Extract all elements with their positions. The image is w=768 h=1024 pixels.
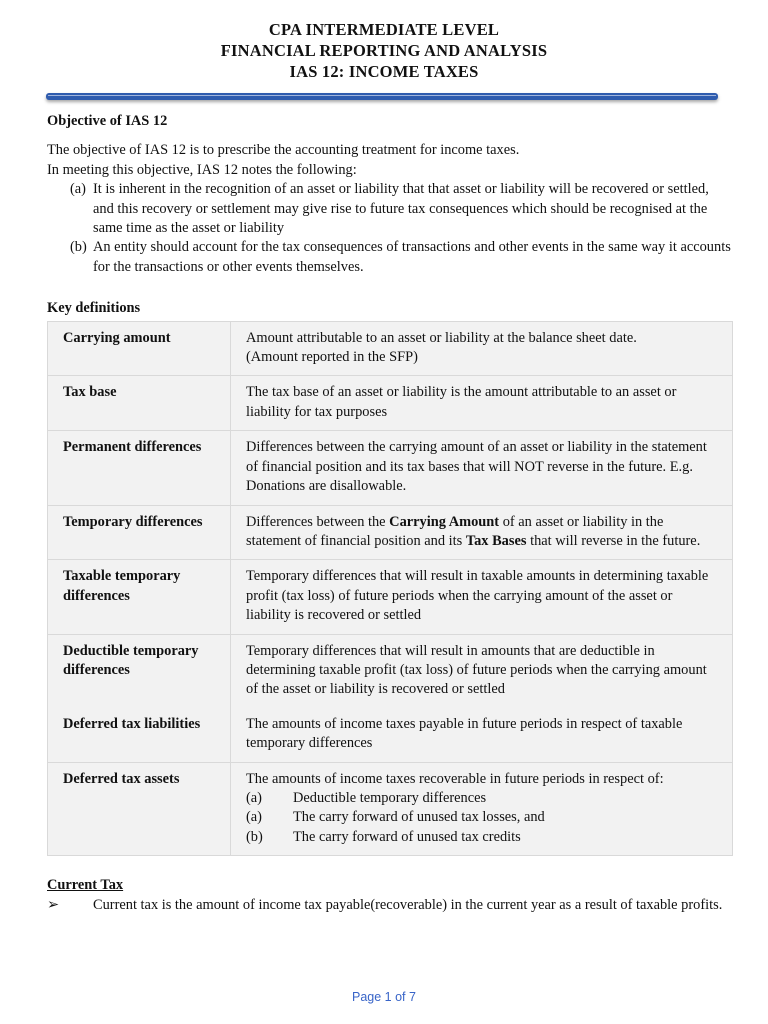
- term-cell: Temporary differences: [48, 505, 231, 560]
- definition-cell: The amounts of income taxes payable in future periods in respect of taxable temporary differences: [231, 708, 733, 762]
- objective-intro: The objective of IAS 12 is to prescribe the accounting treatment for income taxes.: [47, 142, 520, 159]
- header-divider: [46, 93, 718, 100]
- definition-cell: [231, 762, 733, 856]
- definition-text: that will reverse in the future.: [526, 532, 701, 549]
- list-marker: (b): [70, 239, 87, 256]
- current-tax-heading: Current Tax: [47, 877, 124, 894]
- table-row: [48, 762, 733, 856]
- definition-cell: [231, 321, 733, 376]
- bullet-item: [47, 896, 733, 915]
- list-text: An entity should account for the tax consequences of transactions and other events in the same way it accounts for the transactions or other events themselves.: [93, 239, 731, 275]
- sub-list-marker: (a): [246, 789, 262, 806]
- term-cell: Permanent differences: [48, 431, 231, 505]
- sub-list-marker: (b): [246, 828, 263, 845]
- definition-line: (Amount reported in the SFP): [246, 349, 418, 366]
- table-row: [48, 560, 733, 634]
- term-cell: Carrying amount: [48, 321, 231, 376]
- header-topic: IAS 12: INCOME TAXES: [289, 62, 479, 81]
- definition-cell: Temporary differences that will result in amounts that are deductible in determining taxable profit (tax loss) of future periods when the carrying amount of the asset or liability is recovered or settled: [231, 634, 733, 708]
- objective-lead: In meeting this objective, IAS 12 notes the following:: [47, 161, 357, 178]
- term-cell: Deferred tax assets: [48, 762, 231, 856]
- definition-line: Amount attributable to an asset or liability at the balance sheet date.: [246, 329, 637, 346]
- page-number: Page 1 of 7: [352, 990, 416, 1004]
- term-cell: Deferred tax liabilities: [48, 708, 231, 762]
- term-cell: Deductible temporary differences: [48, 634, 231, 708]
- definition-text: of an asset or liability in the statement of financial position and its: [246, 513, 664, 549]
- document-header: [0, 19, 768, 82]
- header-subject: FINANCIAL REPORTING AND ANALYSIS: [220, 41, 548, 60]
- definition-emphasis: Carrying Amount: [389, 513, 500, 530]
- definition-text: Differences between the: [246, 513, 390, 530]
- bullet-text: Current tax is the amount of income tax payable(recoverable) in the current year as a result of taxable profits.: [93, 896, 723, 913]
- term-cell: Tax base: [48, 376, 231, 431]
- definition-cell: The tax base of an asset or liability is the amount attributable to an asset or liability for tax purposes: [231, 376, 733, 431]
- sub-list-item: [246, 789, 718, 808]
- table-row: [48, 431, 733, 505]
- objective-list: [70, 180, 733, 277]
- definition-cell: [231, 505, 733, 560]
- sub-list-marker: (a): [246, 809, 262, 826]
- list-item: [70, 238, 733, 277]
- sub-list-item: [246, 808, 718, 827]
- table-row: [48, 634, 733, 708]
- list-item: [70, 180, 733, 238]
- sub-list-text: The carry forward of unused tax losses, and: [293, 809, 545, 826]
- sub-list-item: [246, 828, 718, 847]
- table-row: [48, 708, 733, 762]
- term-cell: Taxable temporary differences: [48, 560, 231, 634]
- page-body: [47, 112, 733, 915]
- definition-cell: Temporary differences that will result in taxable amounts in determining taxable profit (tax loss) of future periods when the carrying amount of the asset or liability is recovered or settled: [231, 560, 733, 634]
- definition-cell: Differences between the carrying amount of an asset or liability in the statement of financial position and its tax bases that will NOT reverse in the future. E.g. Donations are disallowable.: [231, 431, 733, 505]
- definition-emphasis: Tax Bases: [465, 532, 527, 549]
- definition-text: The amounts of income taxes recoverable in future periods in respect of:: [246, 770, 664, 787]
- sub-list-text: The carry forward of unused tax credits: [293, 828, 521, 845]
- sub-list-text: Deductible temporary differences: [293, 789, 487, 806]
- definitions-heading: Key definitions: [47, 300, 141, 317]
- definitions-table: [47, 321, 733, 857]
- objective-heading: Objective of IAS 12: [47, 113, 168, 129]
- table-row: [48, 376, 733, 431]
- table-row: [48, 505, 733, 560]
- table-row: [48, 321, 733, 376]
- list-marker: (a): [70, 181, 86, 198]
- header-level: CPA INTERMEDIATE LEVEL: [268, 20, 500, 39]
- arrow-bullet-icon: ➢: [47, 896, 60, 913]
- list-text: It is inherent in the recognition of an asset or liability that that asset or liability will be recovered or settled, and this recovery or settlement may give rise to future tax consequences which should be recognised at the same time as the asset or liability: [93, 181, 709, 237]
